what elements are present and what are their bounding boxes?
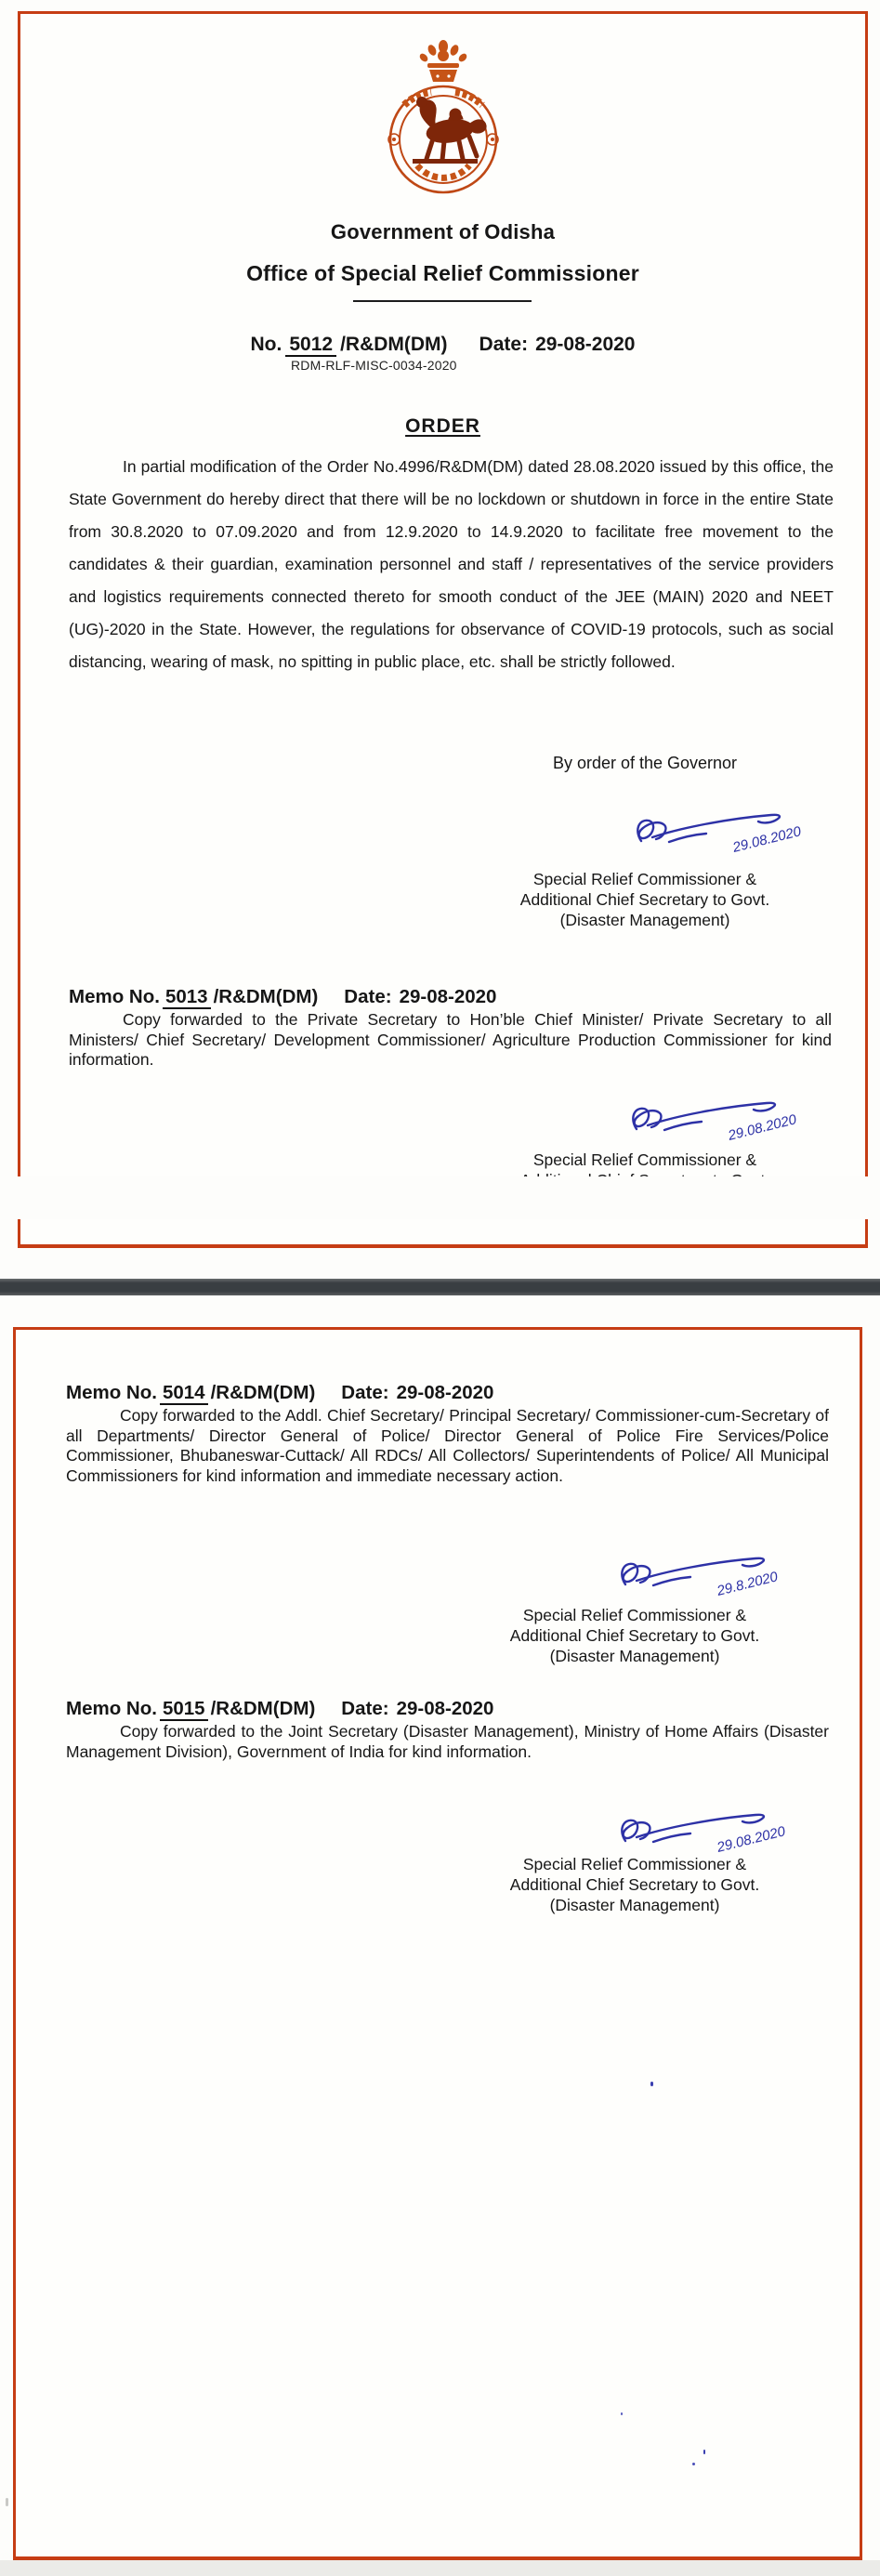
signatory-block: [496, 869, 794, 930]
page-separator-band: [0, 1279, 880, 1295]
memo-number: 5014: [160, 1382, 208, 1405]
signature-date: 29.08.2020: [715, 1823, 787, 1856]
signatory-line2: Additional Chief Secretary to Govt.: [509, 1875, 760, 1894]
scan-speck: [6, 2498, 8, 2506]
memo-5015-header: [66, 1698, 493, 1720]
signatory-block: [486, 1605, 783, 1666]
date-label: Date:: [341, 1382, 389, 1403]
memo-date: 29-08-2020: [396, 1382, 494, 1403]
emblem-horse-icon: [413, 98, 486, 164]
memo-5013-body: Copy forwarded to the Private Secretary to Hon’ble Chief Minister/ Private Secretary to all Ministers/ Chief Secretary/ Development Commissioner/ Agriculture Production Commissioner for kind information.: [69, 1010, 832, 1069]
page-2: [13, 1327, 862, 2560]
office-name: Office of Special Relief Commissioner: [246, 261, 639, 285]
signatory-line2: Additional Chief Secretary to Govt.: [509, 1626, 760, 1645]
memo-number: 5013: [163, 986, 211, 1009]
order-date: 29-08-2020: [535, 334, 636, 355]
scan-edge-strip: [0, 2560, 880, 2576]
signature-date: 29.8.2020: [715, 1569, 780, 1599]
signatory-line3: (Disaster Management): [559, 911, 730, 929]
memo-label: Memo No.: [66, 1382, 157, 1403]
order-number-line: [20, 334, 865, 356]
signature-ink: [611, 1081, 834, 1153]
signatory-line1: Special Relief Commissioner &: [522, 1606, 747, 1624]
signature-date: 29.08.2020: [726, 1111, 798, 1144]
memo-5015-body: Copy forwarded to the Joint Secretary (Disaster Management), Ministry of Home Affairs (Disaster Management Division), Government of India for kind information.: [66, 1722, 829, 1761]
scan-cut-band: [0, 1176, 880, 1219]
date-label: Date:: [344, 986, 392, 1007]
emblem-crest-icon: [418, 40, 468, 82]
signatory-line1: Special Relief Commissioner &: [522, 1855, 747, 1873]
ink-speck: [703, 2450, 705, 2454]
order-heading: ORDER: [405, 415, 480, 437]
signatory-block: [486, 1854, 783, 1915]
memo-suffix: /R&DM(DM): [213, 986, 319, 1007]
order-number: 5012: [285, 334, 336, 357]
memo-date: 29-08-2020: [399, 986, 497, 1007]
ink-speck: [621, 2412, 623, 2415]
page-1: [18, 11, 868, 1248]
date-label: Date:: [479, 334, 529, 355]
signatory-line2: Additional Chief Secretary to Govt.: [519, 890, 770, 909]
odisha-state-emblem-icon: [374, 39, 513, 204]
memo-suffix: /R&DM(DM): [210, 1382, 316, 1403]
org-name: Government of Odisha: [330, 220, 556, 243]
order-body-paragraph: In partial modification of the Order No.4996/R&DM(DM) dated 28.08.2020 issued by this office, the State Government do hereby direct that there will be no lockdown or shutdown in force in the entire State from 30.8.2020 to 07.09.2020 and from 12.9.2020 to 14.9.2020 to facilitate free movement to the candidates & their guardian, examination personnel and staff / representatives of the service providers and logistics requirements connected thereto for smooth conduct of the JEE (MAIN) 2020 and NEET (UG)-2020 in the State. However, the regulations for observance of COVID-19 protocols, such as social distancing, wearing of mask, no spitting in public place, etc. shall be strictly followed.: [69, 457, 834, 671]
memo-5014-body: Copy forwarded to the Addl. Chief Secretary/ Principal Secretary/ Commissioner-cum-Secretary of all Departments/ Director General of Police/ Director General of Police Fire Services/Police Commissioner, Bhubaneswar-Cuttack/ All RDCs/ All Collectors/ Superintendents of Police/ All Municipal Commissioners for kind information and immediate necessary action.: [66, 1406, 829, 1485]
memo-label: Memo No.: [69, 986, 160, 1007]
order-no-suffix: /R&DM(DM): [340, 334, 448, 355]
signatory-line1: Special Relief Commissioner &: [532, 1150, 757, 1169]
file-reference: RDM-RLF-MISC-0034-2020: [291, 358, 457, 373]
date-label: Date:: [341, 1698, 389, 1719]
memo-suffix: /R&DM(DM): [210, 1698, 316, 1719]
memo-number: 5015: [160, 1698, 208, 1721]
signature-ink: [599, 1536, 822, 1609]
signatory-line3: (Disaster Management): [549, 1647, 720, 1665]
signatory-line1: Special Relief Commissioner &: [532, 870, 757, 888]
order-no-label: No.: [250, 334, 282, 355]
ink-speck: [650, 2082, 653, 2086]
signatory-line3: (Disaster Management): [549, 1896, 720, 1914]
signature-ink: [615, 793, 838, 865]
memo-date: 29-08-2020: [396, 1698, 494, 1719]
by-order-line: By order of the Governor: [552, 754, 738, 772]
memo-label: Memo No.: [66, 1698, 157, 1719]
memo-5013-header: [69, 986, 496, 1008]
header-divider: [353, 300, 532, 302]
signature-date: 29.08.2020: [730, 823, 803, 856]
ink-speck: [692, 2463, 695, 2465]
memo-5014-header: [66, 1382, 493, 1404]
